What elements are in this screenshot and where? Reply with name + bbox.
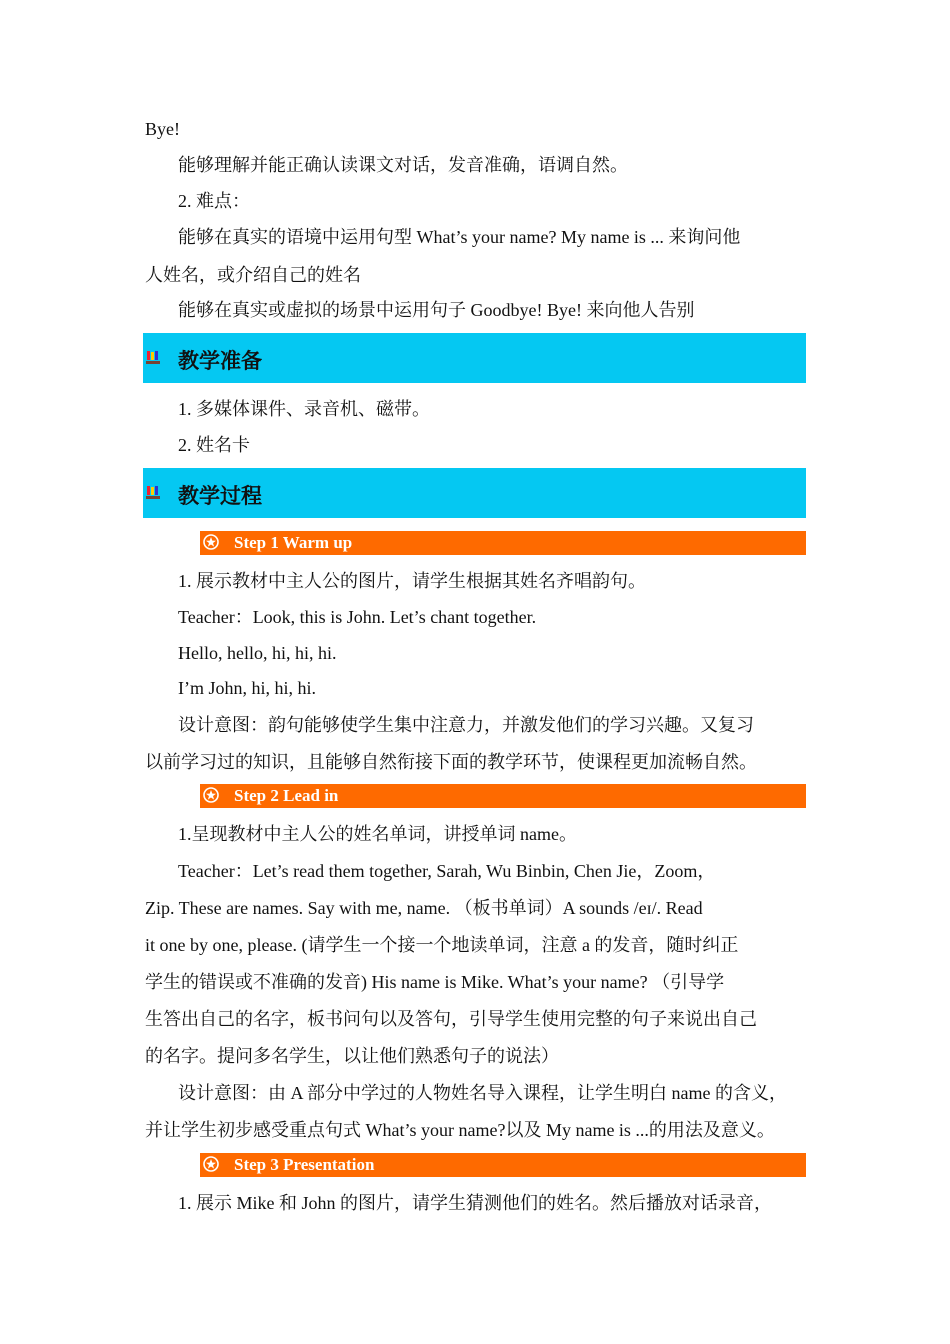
text-line: 的名字。提问多名学生，以让他们熟悉句子的说法）	[145, 1046, 559, 1066]
text-line: 设计意图：韵句能够使学生集中注意力，并激发他们的学习兴趣。又复习	[178, 715, 754, 735]
section-header-process	[143, 468, 806, 518]
star-circle-icon	[203, 1156, 219, 1172]
step-title: Step 1 Warm up	[234, 533, 353, 552]
text-line: 人姓名，或介绍自己的姓名	[145, 265, 361, 285]
text-line: Bye!	[145, 119, 180, 139]
text-line: 设计意图：由 A 部分中学过的人物姓名导入课程，让学生明白 name 的含义，	[178, 1083, 787, 1103]
text-line: I’m John, hi, hi, hi.	[178, 678, 316, 698]
text-line: 1. 展示 Mike 和 John 的图片，请学生猜测他们的姓名。然后播放对话录音，	[178, 1193, 772, 1213]
text-line: 能够在真实的语境中运用句型 What’s your name? My name is ... 来询问他	[178, 227, 741, 247]
star-circle-icon	[203, 787, 219, 803]
text-line: 2. 难点：	[178, 191, 250, 211]
section-title: 教学过程	[178, 484, 262, 508]
text-line: 学生的错误或不准确的发音) His name is Mike. What’s your name? （引导学	[145, 972, 725, 992]
text-line: 1. 展示教材中主人公的图片，请学生根据其姓名齐唱韵句。	[178, 571, 646, 591]
text-line: 并让学生初步感受重点句式 What’s your name?以及 My name is ...的用法及意义。	[145, 1120, 775, 1140]
step-header-lead-in	[200, 784, 806, 808]
text-line: Zip. These are names. Say with me, name. （板书单词）A sounds /eɪ/. Read	[145, 898, 703, 918]
text-line: 能够理解并能正确认读课文对话，发音准确，语调自然。	[178, 155, 628, 175]
list-item: 1. 多媒体课件、录音机、磁带。	[178, 399, 430, 419]
step-header-presentation	[200, 1153, 806, 1177]
text-line: 能够在真实或虚拟的场景中运用句子 Goodbye! Bye! 来向他人告别	[178, 300, 695, 320]
text-line: 1.呈现教材中主人公的姓名单词，讲授单词 name。	[178, 824, 577, 844]
book-stack-icon	[146, 350, 160, 366]
text-line: it one by one, please. (请学生一个接一个地读单词，注意 a 的发音，随时纠正	[145, 935, 739, 955]
step-title: Step 2 Lead in	[234, 786, 339, 805]
section-header-preparation	[143, 333, 806, 383]
text-line: Teacher：Let’s read them together, Sarah, Wu Binbin, Chen Jie，Zoom，	[178, 861, 716, 881]
text-line: Teacher：Look, this is John. Let’s chant together.	[178, 607, 537, 627]
star-circle-icon	[203, 534, 219, 550]
text-line: 生答出自己的名字，板书问句以及答句，引导学生使用完整的句子来说出自己	[145, 1009, 757, 1029]
section-title: 教学准备	[178, 349, 262, 373]
step-title: Step 3 Presentation	[234, 1155, 375, 1174]
book-stack-icon	[146, 485, 160, 501]
text-line: 以前学习过的知识，且能够自然衔接下面的教学环节，使课程更加流畅自然。	[145, 752, 757, 772]
text-line: Hello, hello, hi, hi, hi.	[178, 643, 337, 663]
list-item: 2. 姓名卡	[178, 435, 250, 455]
step-header-warm-up	[200, 531, 806, 555]
